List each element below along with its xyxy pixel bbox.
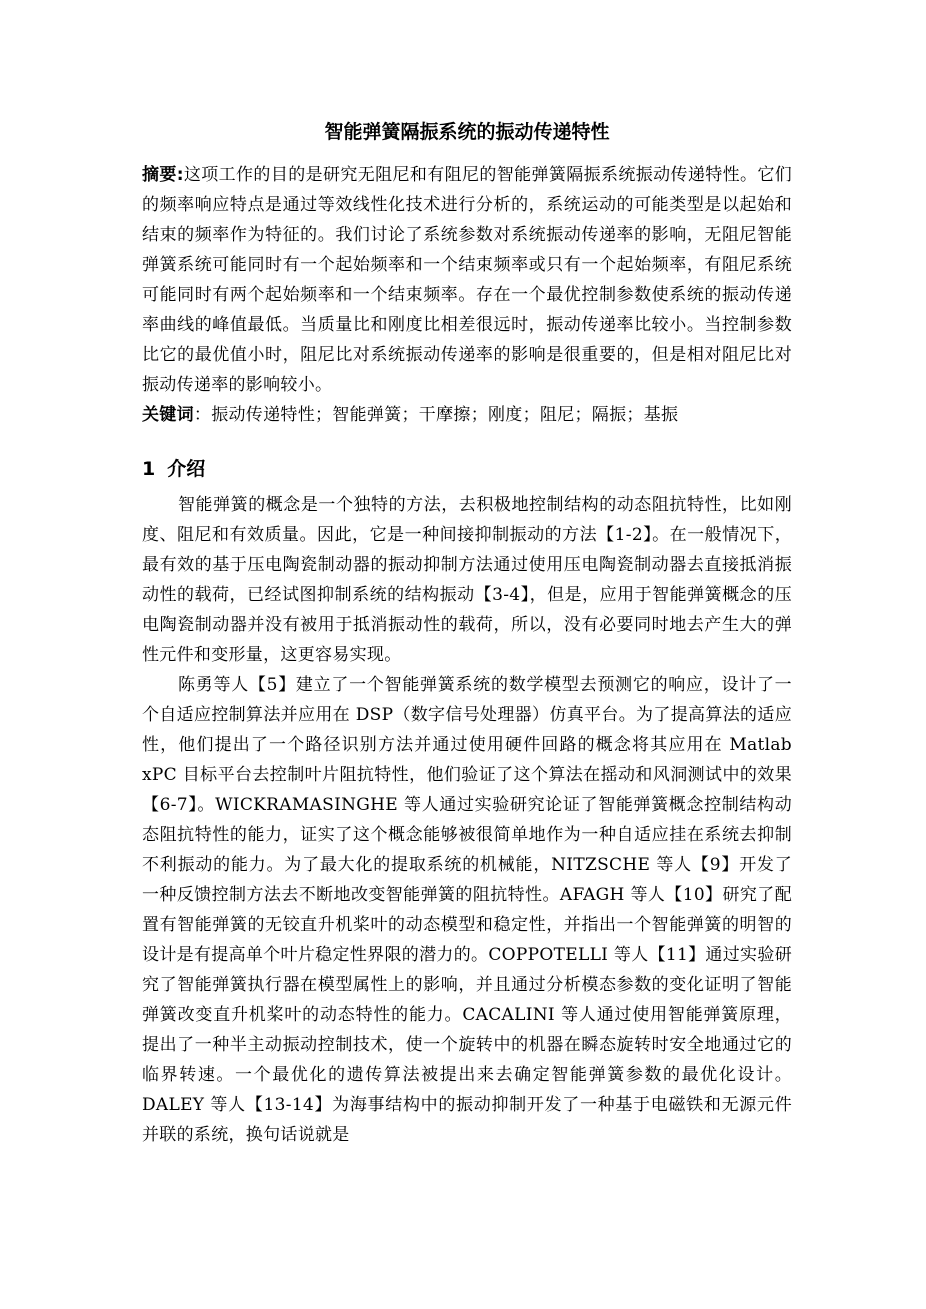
keywords-paragraph (142, 400, 792, 430)
abstract-paragraph (142, 160, 792, 400)
document-title: 智能弹簧隔振系统的振动传递特性 (324, 121, 610, 143)
abstract-label: 摘要: (142, 165, 184, 185)
keywords-text: ：振动传递特性；智能弹簧；干摩擦；刚度；阻尼；隔振；基振 (193, 405, 679, 425)
body-paragraph-2: 陈勇等人【5】建立了一个智能弹簧系统的数学模型去预测它的响应，设计了一个自适应控制算法并应用在 DSP（数字信号处理器）仿真平台。为了提高算法的适应性，他们提出了一个路径识别方法并通过使用硬件回路的概念将其应用在 Matlab xPC 目标平台去控制叶片阻抗特性，他们验证了这个算法在摇动和风洞测试中的效果【6-7】。WICKRAMASINGHE 等人通过实验研究论证了智能弹簧概念控制结构动态阻抗特性的能力，证实了这个概念能够被很简单地作为一种自适应挂在系统去抑制不利振动的能力。为了最大化的提取系统的机械能，NITZSCHE 等人【9】开发了一种反馈控制方法去不断地改变智能弹簧的阻抗特性。AFAGH 等人【10】研究了配置有智能弹簧的无铰直升机桨叶的动态模型和稳定性，并指出一个智能弹簧的明智的设计是有提高单个叶片稳定性界限的潜力的。COPPOTELLI 等人【11】通过实验研究了智能弹簧执行器在模型属性上的影响，并且通过分析模态参数的变化证明了智能弹簧改变直升机桨叶的动态特性的能力。CACALINI 等人通过使用智能弹簧原理，提出了一种半主动振动控制技术，使一个旋转中的机器在瞬态旋转时安全地通过它的临界转速。一个最优化的遗传算法被提出来去确定智能弹簧参数的最优化设计。DALEY 等人【13-14】为海事结构中的振动抑制开发了一种基于电磁铁和无源元件并联的系统，换句话说就是 (142, 675, 792, 1145)
document-page (142, 118, 792, 1150)
section-heading (142, 454, 792, 484)
keywords-label: 关键词 (142, 405, 194, 425)
section-number: 1 (142, 458, 156, 480)
abstract-text: 这项工作的目的是研究无阻尼和有阻尼的智能弹簧隔振系统振动传递特性。它们的频率响应特点是通过等效线性化技术进行分析的，系统运动的可能类型是以起始和结束的频率作为特征的。我们讨论了系统参数对系统振动传递率的影响，无阻尼智能弹簧系统可能同时有一个起始频率和一个结束频率或只有一个起始频率，有阻尼系统可能同时有两个起始频率和一个结束频率。存在一个最优控制参数使系统的振动传递率曲线的峰值最低。当质量比和刚度比相差很远时，振动传递率比较小。当控制参数比它的最优值小时，阻尼比对系统振动传递率的影响是很重要的，但是相对阻尼比对振动传递率的影响较小。 (142, 165, 793, 395)
section-title: 介绍 (167, 458, 206, 480)
body-paragraph-1: 智能弹簧的概念是一个独特的方法，去积极地控制结构的动态阻抗特性，比如刚度、阻尼和有效质量。因此，它是一种间接抑制振动的方法【1-2】。在一般情况下，最有效的基于压电陶瓷制动器的振动抑制方法通过使用压电陶瓷制动器去直接抵消振动性的载荷，已经试图抑制系统的结构振动【3-4】，但是，应用于智能弹簧概念的压电陶瓷制动器并没有被用于抵消振动性的载荷，所以，没有必要同时地去产生大的弹性元件和变形量，这更容易实现。 (142, 495, 792, 665)
